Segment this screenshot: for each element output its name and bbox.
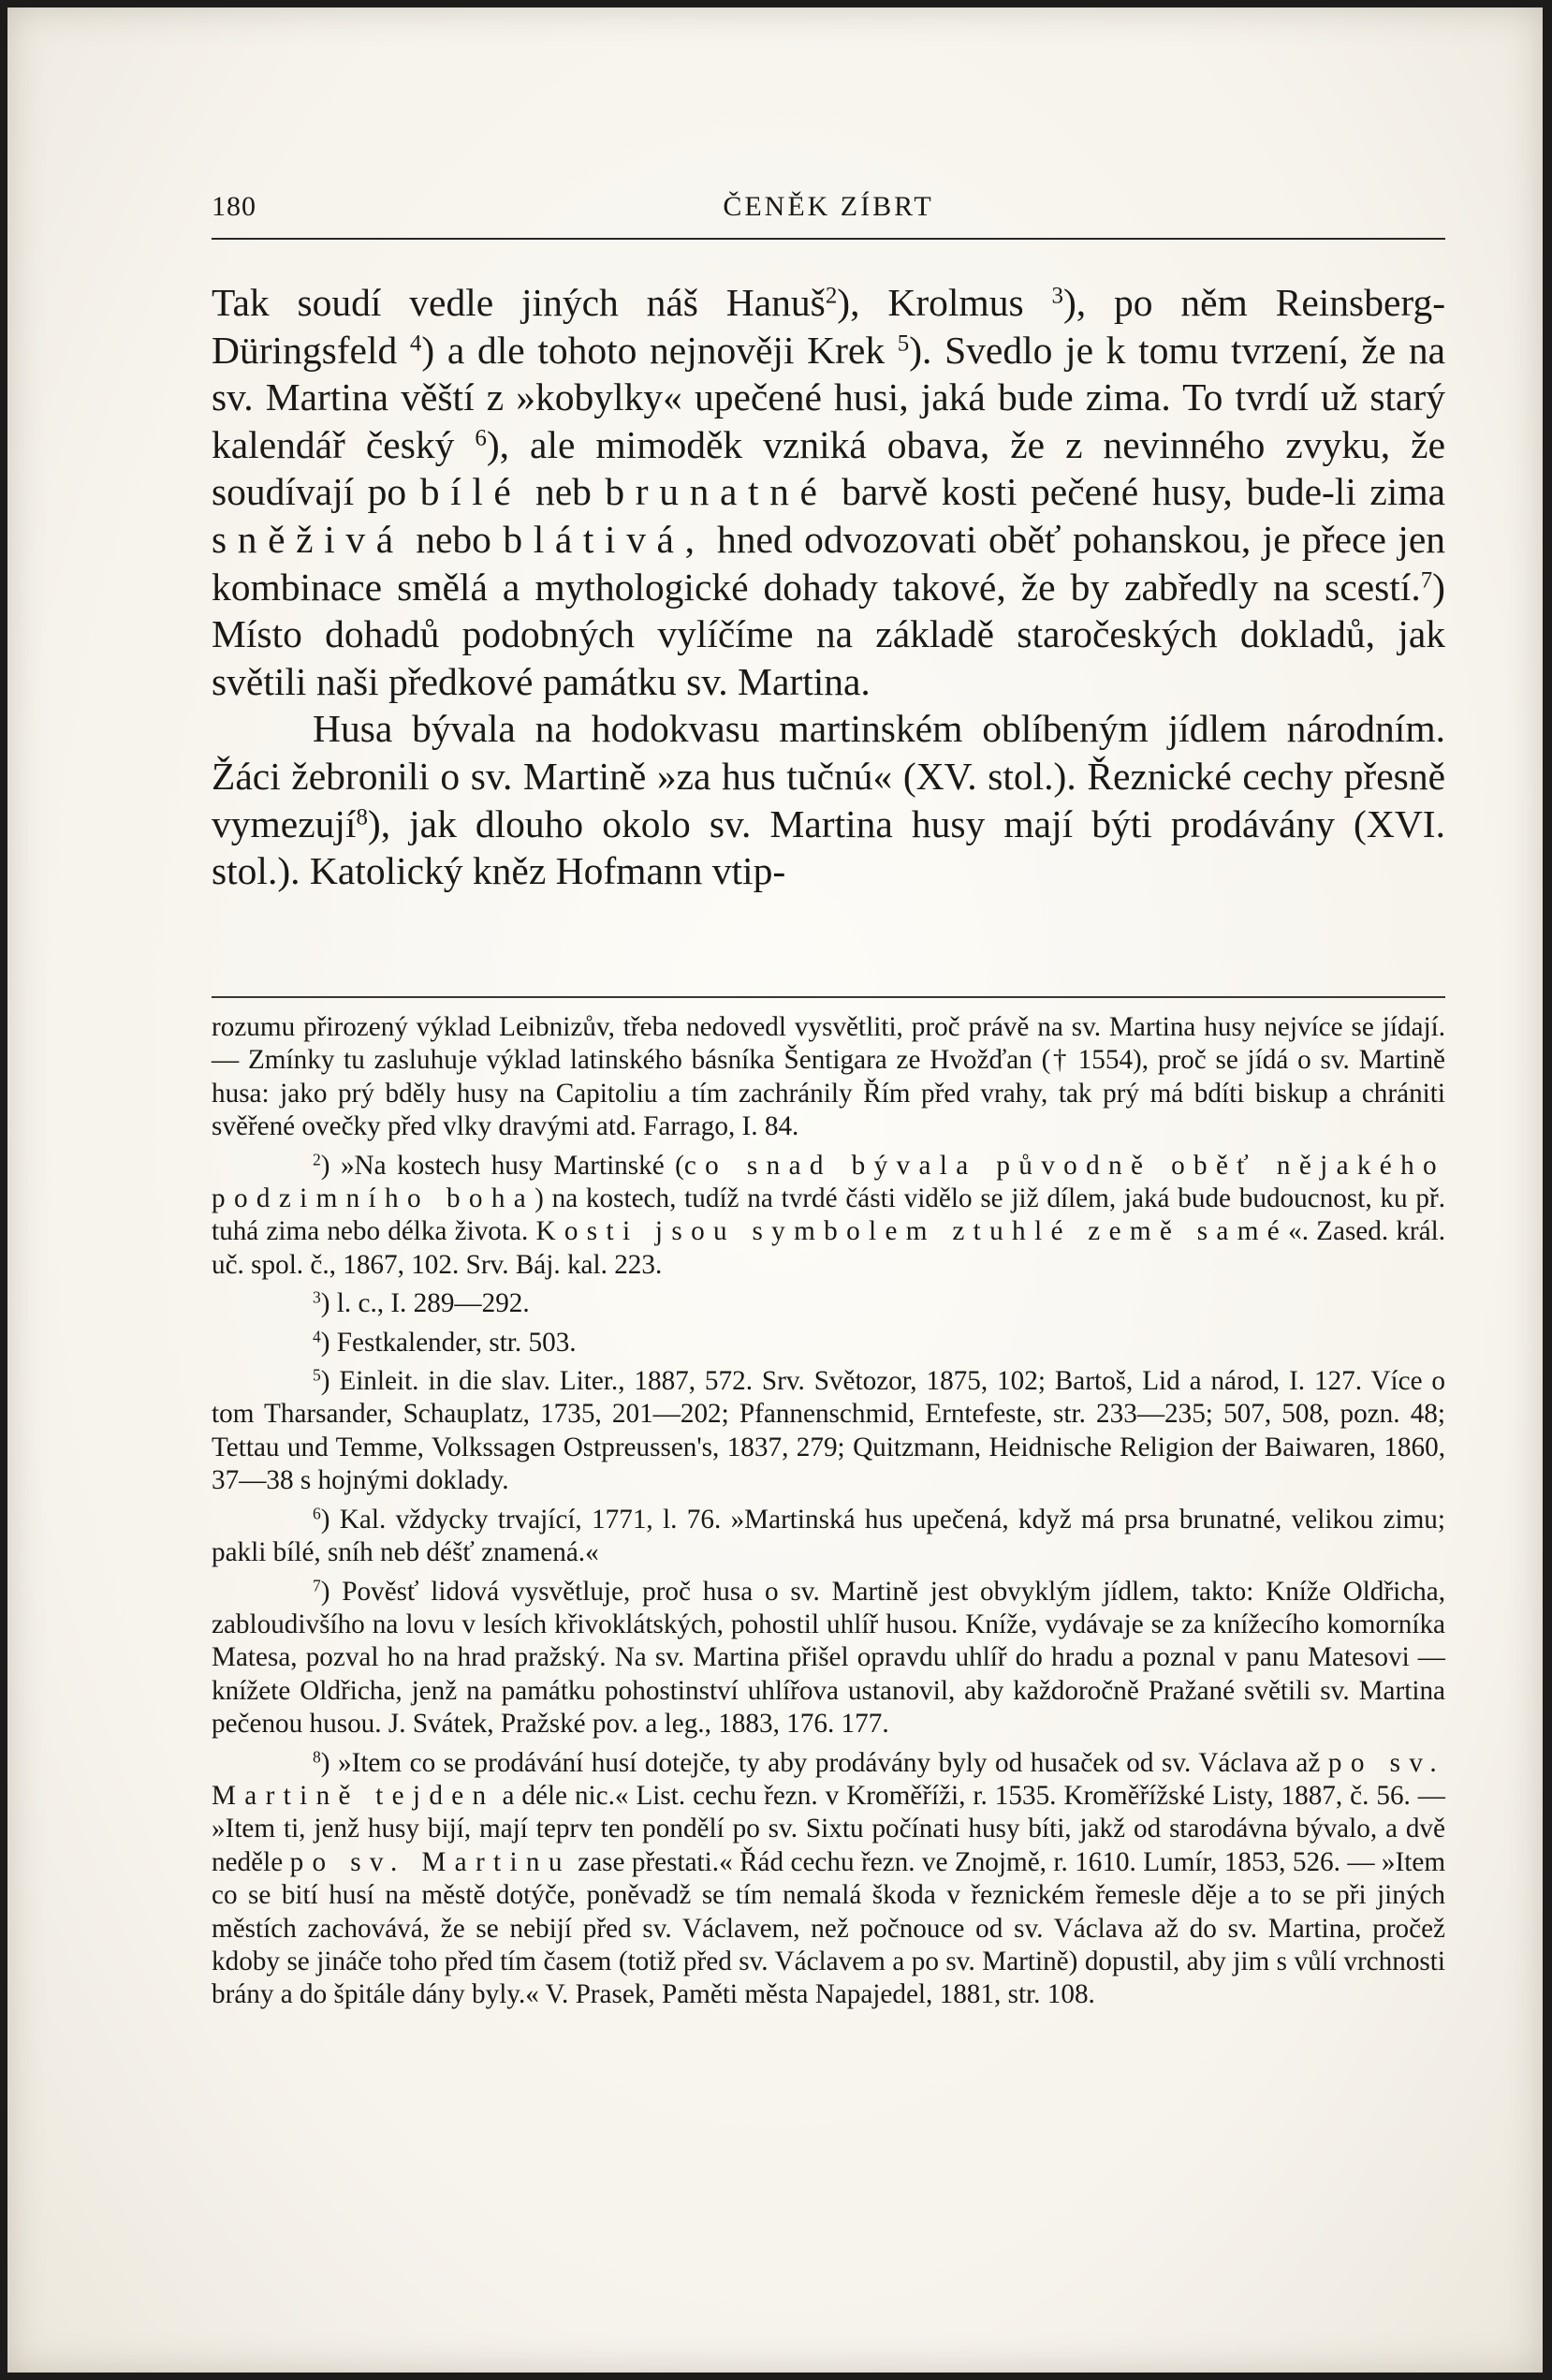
- running-title: ČENĚK ZÍBRT: [723, 191, 934, 222]
- footnote-ref[interactable]: 3: [1051, 283, 1063, 309]
- paragraph-2: Husa bývala na hodokvasu martinském oblíbeným jídlem národním. Žáci žebronili o sv. Martině »za hus tučnú« (XV. stol.). Řeznické cechy přesně vymezují$^8$), jak dlouho okolo sv. Martina husy mají býti prodávány (XVI. stol.). Katolický kněz Hofmann vtip-: [212, 707, 1445, 893]
- footnote-ref[interactable]: 2: [825, 283, 838, 309]
- footnote-3: $^3$) l. c., I. 289—292.: [313, 1287, 530, 1319]
- footnote-ref[interactable]: 4: [409, 330, 422, 356]
- footnote-8: $^8$) »Item co se prodávání husí dotejče, ty aby prodávány byly od husaček od sv. Václava až po sv. Martině tejden a déle nic.« List. cechu řezn. v Kroměříži, r. 1535. Kroměřížské Listy, 1887, č. 56. — »Item ti, jenž husy bijí, mají teprv ten pondělí po sv. Sixtu počínati husy bíti, jakž od starodávna bývalo, a dvě neděle po sv. Martinu zase přestati.« Řád cechu řezn. ve Znojmě, r. 1610. Lumír, 1853, 526. — »Item co se bití husí na městě dotýče, poněvadž se tím nemalá škoda v řeznickém řemesle děje a to se při jiných městích zachovává, že se nebijí před sv. Václavem, než počnouce od sv. Václava až do sv. Martina, pročež kdoby se jináče toho před tím časem (totiž před sv. Václavem a po sv. Martině) dopustil, aby jim s vůlí vrchnosti brány a do špitále dány byly.« V. Prasek, Paměti města Napajedel, 1881, str. 108.: [212, 1746, 1446, 2010]
- footnote-separator: [212, 996, 1445, 998]
- book-page: [7, 7, 1543, 2373]
- footnote-ref[interactable]: 5: [897, 330, 910, 356]
- spaced-emphasis: blátivá,: [503, 517, 706, 561]
- spaced-emphasis: bílé: [419, 470, 522, 514]
- footnote-ref[interactable]: 6: [475, 425, 487, 451]
- footnote-5: $^5$) Einleit. in die slav. Liter., 1887, 572. Srv. Světozor, 1875, 102; Bartoš, Lid a národ, I. 127. Více o tom Tharsander, Schauplatz, 1735, 201—202; Pfannenschmid, Erntefeste, str. 233—235; 507, 508, pozn. 48; Tettau und Temme, Volkssagen Ostpreussen's, 1837, 279; Quitzmann, Heidnische Religion der Baiwaren, 1860, 37—38 s hojnými doklady.: [212, 1365, 1445, 1496]
- spaced-emphasis: po sv. Martině tejden: [212, 1747, 1446, 1811]
- paragraph-1: Tak soudí vedle jiných náš Hanuš$^2$), Krolmus $^3$), po něm Reinsberg-Düringsfeld $^4$) a dle tohoto nejnověji Krek $^5$). Svedlo je k tomu tvrzení, že na sv. Martina věští z »kobylky« upečené husi, jaká bude zima. To tvrdí už starý kalendář český $^6$), ale mimoděk vzniká obava, že z nevinného zvyku, že soudívají po bílé neb brunatné barvě kosti pečené husy, bude-li zima sněživá nebo blátivá, hned odvozovati oběť pohanskou, je přece jen kombinace smělá a mythologické dohady takové, že by zabředly na scestí.$^7$) Místo dohadů podobných vylíčíme na základě staročeských dokladů, jak světili naši předkové památku sv. Martina.: [212, 281, 1446, 703]
- spaced-emphasis: po sv. Martinu: [289, 1846, 571, 1877]
- page-header: [212, 191, 1445, 238]
- footnote-2: $^2$) »Na kostech husy Martinské (co snad bývala původně oběť nějakého podzimního boha) na kostech, tudíž na tvrdé části vidělo se již dílem, jaká bude budoucnost, ku př. tuhá zima nebo délka života. Kosti jsou symbolem ztuhlé země samé«. Zased. král. uč. spol. č., 1867, 102. Srv. Báj. kal. 223.: [212, 1150, 1446, 1280]
- footnote-ref[interactable]: 7: [1420, 566, 1433, 593]
- spaced-emphasis: Kosti jsou symbolem ztuhlé země samé: [535, 1216, 1289, 1247]
- footnote-ref[interactable]: 8: [356, 803, 368, 830]
- spaced-emphasis: sněživá: [212, 517, 404, 561]
- footnote-6: $^6$) Kal. vždycky trvající, 1771, l. 76. »Martinská hus upečená, když má prsa brunatné, velikou zimu; pakli bílé, sníh neb déšť znamená.«: [212, 1504, 1445, 1568]
- header-rule: [212, 238, 1445, 240]
- footnote-4: $^4$) Festkalender, str. 503.: [313, 1327, 577, 1358]
- footnote-continuation: rozumu přirozený výklad Leibnizův, třeba nedovedl vysvětliti, proč právě na sv. Martina husy nejvíce se jídají. — Zmínky tu zasluhuje výklad latinského básníka Šentigara ze Hvožďan († 1554), proč se jídá o sv. Martině husa: jako prý bděly husy na Capitoliu a tím zachránily Řím před vrahy, tak prý má bdíti biskup a chrániti svěřené ovečky před vlky dravými atd. Farrago, I. 84.: [212, 1012, 1445, 1142]
- footnotes: [212, 1011, 1445, 2012]
- main-text: [212, 279, 1445, 895]
- footnote-7: $^7$) Pověsť lidová vysvětluje, proč husa o sv. Martině jest obvyklým jídlem, takto: Kníže Oldřicha, zabloudivšího na lovu v lesích křivoklátských, pohostil uhlíř husou. Kníže, vydávaje se za knížecího komorníka Matesa, pozval ho na hrad pražský. Na sv. Martina přišel opravdu uhlíř do hradu a poznal v panu Matesovi — knížete Oldřicha, jenž na památku pohostinství uhlířova ustanovil, aby každoročně Pražané světili sv. Martina pečenou husou. J. Svátek, Pražské pov. a leg., 1883, 176. 177.: [212, 1575, 1445, 1740]
- spaced-emphasis: co snad bývala původně oběť nějakého podzimního boha: [212, 1150, 1445, 1214]
- spaced-emphasis: brunatné: [605, 470, 828, 514]
- page-number: 180: [212, 191, 256, 222]
